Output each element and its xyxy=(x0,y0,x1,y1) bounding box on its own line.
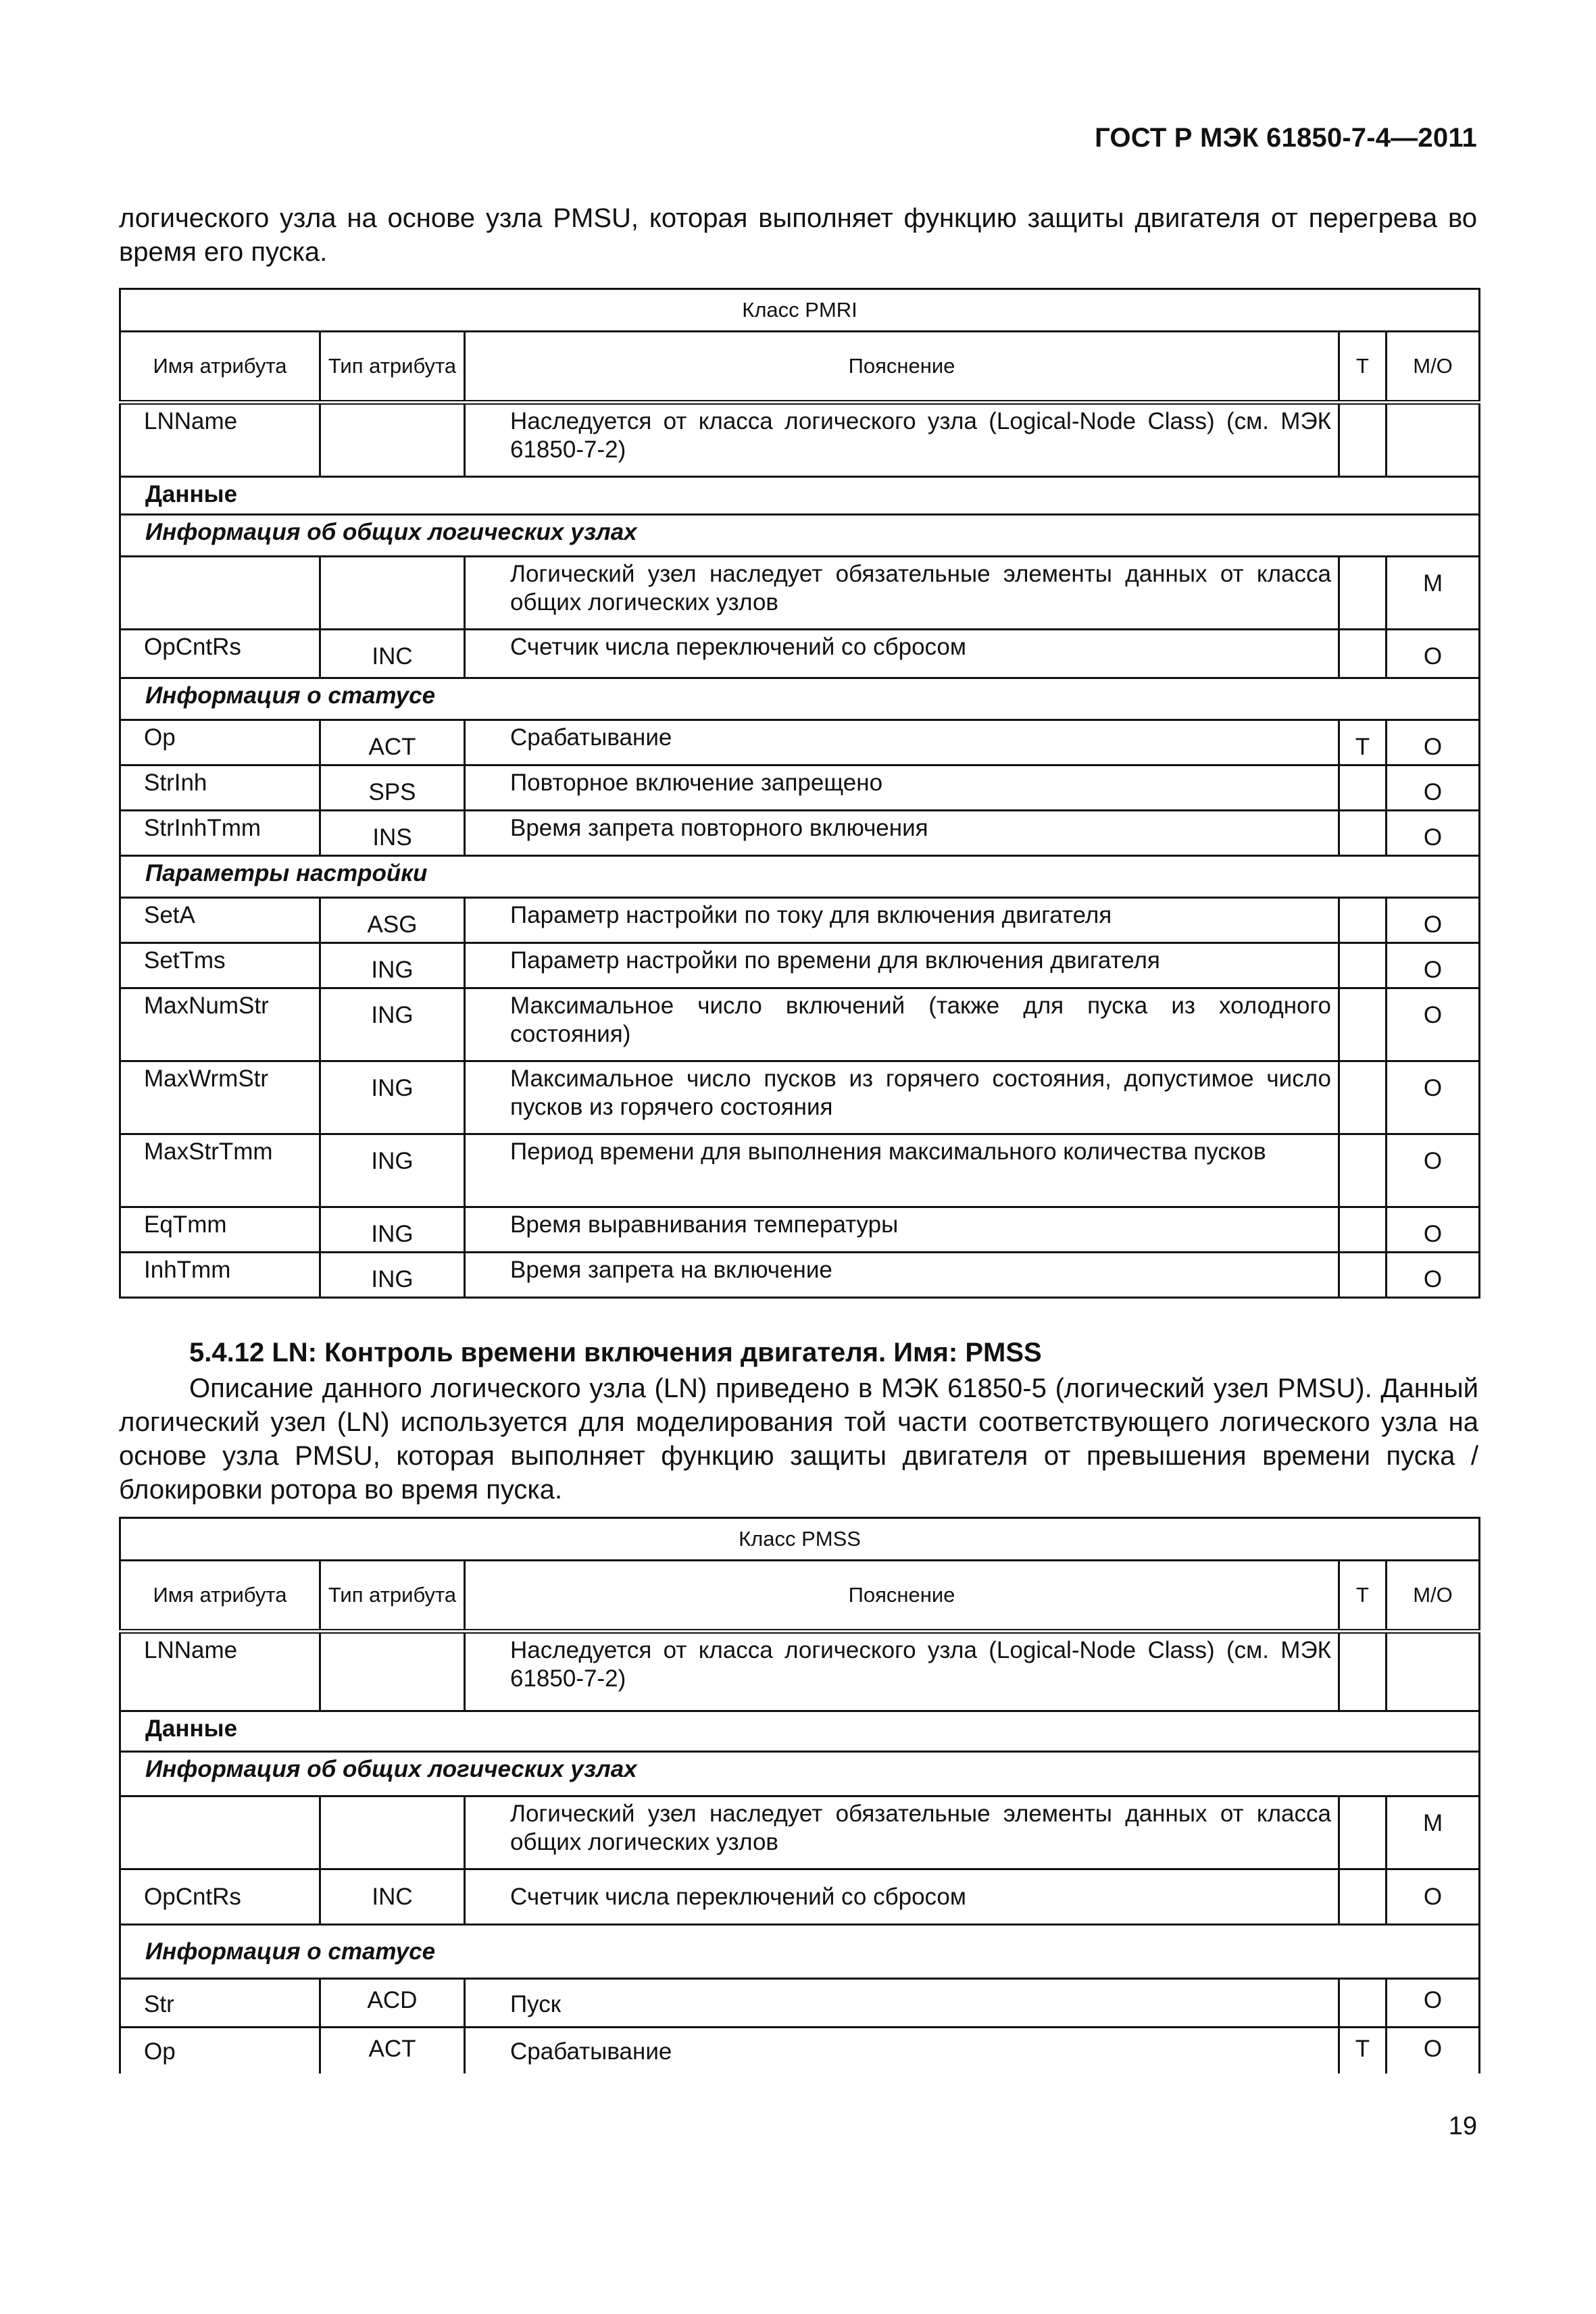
attr-type: ING xyxy=(320,1207,465,1253)
attr-name: OpCntRs xyxy=(120,630,320,678)
table-row xyxy=(120,720,1480,765)
attr-name: SetA xyxy=(120,898,320,943)
attr-mo: O xyxy=(1387,720,1480,765)
attr-t xyxy=(1339,988,1387,1061)
attr-type: ASG xyxy=(320,898,465,943)
table-row xyxy=(120,898,1480,943)
attr-t xyxy=(1339,1796,1387,1869)
col-header-desc: Пояснение xyxy=(465,332,1339,403)
attr-t: T xyxy=(1339,2028,1387,2073)
col-header-t: T xyxy=(1339,332,1387,403)
attr-name: StrInhTmm xyxy=(120,811,320,856)
table-pmri xyxy=(119,288,1480,1299)
table-row xyxy=(120,557,1480,630)
attr-t xyxy=(1339,1253,1387,1298)
attr-t xyxy=(1339,557,1387,630)
attr-mo xyxy=(1387,1632,1480,1711)
table-row xyxy=(120,1134,1480,1207)
group-label: Информация о статусе xyxy=(120,1925,1480,1979)
attr-mo: O xyxy=(1387,1869,1480,1925)
table-row xyxy=(120,1632,1480,1711)
attr-type: ING xyxy=(320,1253,465,1298)
group-label: Информация о статусе xyxy=(120,678,1480,720)
attr-name: OpCntRs xyxy=(120,1869,320,1925)
attr-t xyxy=(1339,1979,1387,2028)
attr-type: INS xyxy=(320,811,465,856)
attr-mo xyxy=(1387,403,1480,477)
attr-t xyxy=(1339,1632,1387,1711)
attr-type: ACT xyxy=(320,720,465,765)
col-header-type: Тип атрибута xyxy=(320,332,465,403)
intro-paragraph: логического узла на основе узла PMSU, которая выполняет функцию защиты двигателя от перегрева во время его пуска. xyxy=(119,203,1477,267)
col-header-type: Тип атрибута xyxy=(320,1561,465,1632)
table-row xyxy=(120,1061,1480,1134)
class-title-row xyxy=(120,1518,1480,1561)
attr-mo: O xyxy=(1387,1207,1480,1253)
attr-desc: Время запрета повторного включения xyxy=(465,811,1339,856)
attr-mo: M xyxy=(1387,557,1480,630)
attr-mo: O xyxy=(1387,943,1480,988)
attr-name: EqTmm xyxy=(120,1207,320,1253)
class-title: Класс PMSS xyxy=(120,1518,1480,1561)
attr-t xyxy=(1339,403,1387,477)
attr-desc: Пуск xyxy=(465,1979,1339,2028)
col-header-name: Имя атрибута xyxy=(120,332,320,403)
attr-t: T xyxy=(1339,720,1387,765)
attr-desc: Время выравнивания температуры xyxy=(465,1207,1339,1253)
group-label: Информация об общих логических узлах xyxy=(120,1752,1480,1796)
attr-desc: Повторное включение запрещено xyxy=(465,765,1339,811)
attr-type: ING xyxy=(320,943,465,988)
attr-desc: Наследуется от класса логического узла (Logical-Node Class) (см. МЭК 61850-7-2) xyxy=(465,403,1339,477)
col-header-mo: M/O xyxy=(1387,1561,1480,1632)
attr-type: INC xyxy=(320,1869,465,1925)
attr-mo: M xyxy=(1387,1796,1480,1869)
table-row xyxy=(120,988,1480,1061)
attr-t xyxy=(1339,1134,1387,1207)
attr-t xyxy=(1339,943,1387,988)
attr-type: SPS xyxy=(320,765,465,811)
attr-type: ING xyxy=(320,1134,465,1207)
col-header-mo: M/O xyxy=(1387,332,1480,403)
class-title: Класс PMRI xyxy=(120,289,1480,332)
section-label: Данные xyxy=(120,1711,1480,1752)
attr-name: StrInh xyxy=(120,765,320,811)
attr-mo: O xyxy=(1387,1979,1480,2028)
attr-name xyxy=(120,557,320,630)
attr-desc: Наследуется от класса логического узла (Logical-Node Class) (см. МЭК 61850-7-2) xyxy=(465,1632,1339,1711)
table-row xyxy=(120,1979,1480,2028)
attr-desc: Время запрета на включение xyxy=(465,1253,1339,1298)
table-row xyxy=(120,765,1480,811)
group-row xyxy=(120,515,1480,557)
document-header: ГОСТ Р МЭК 61850-7-4—2011 xyxy=(1095,123,1477,153)
table-row xyxy=(120,1869,1480,1925)
attr-t xyxy=(1339,1869,1387,1925)
attr-type: ING xyxy=(320,988,465,1061)
attr-type: ACT xyxy=(320,2028,465,2073)
attr-mo: O xyxy=(1387,2028,1480,2073)
attr-t xyxy=(1339,898,1387,943)
column-header-row xyxy=(120,332,1480,403)
group-label: Параметры настройки xyxy=(120,856,1480,898)
attr-name xyxy=(120,1796,320,1869)
table-row xyxy=(120,403,1480,477)
attr-mo: O xyxy=(1387,1061,1480,1134)
attr-name: MaxNumStr xyxy=(120,988,320,1061)
attr-mo: O xyxy=(1387,765,1480,811)
attr-mo: O xyxy=(1387,988,1480,1061)
table-row xyxy=(120,630,1480,678)
attr-mo: O xyxy=(1387,1253,1480,1298)
table-row xyxy=(120,1207,1480,1253)
attr-name: Op xyxy=(120,720,320,765)
table-row xyxy=(120,811,1480,856)
attr-desc: Логический узел наследует обязательные элементы данных от класса общих логических узлов xyxy=(465,557,1339,630)
section-paragraph: Описание данного логического узла (LN) приведено в МЭК 61850-5 (логический узел PMSU). Данный логический узел (LN) используется для моделирования той части соответствующего логического узла на основе узла PMSU, которая выполняет функцию защиты двигателя от превышения времени пуска / блокировки ротора во время пуска. xyxy=(119,1374,1478,1505)
col-header-desc: Пояснение xyxy=(465,1561,1339,1632)
attr-mo: O xyxy=(1387,811,1480,856)
attr-type: ING xyxy=(320,1061,465,1134)
page-number: 19 xyxy=(1448,2112,1477,2140)
table-row xyxy=(120,1796,1480,1869)
class-title-row xyxy=(120,289,1480,332)
section-row xyxy=(120,1711,1480,1752)
table-row xyxy=(120,943,1480,988)
attr-t xyxy=(1339,765,1387,811)
attr-name: LNName xyxy=(120,403,320,477)
attr-t xyxy=(1339,1061,1387,1134)
attr-desc: Параметр настройки по току для включения двигателя xyxy=(465,898,1339,943)
group-row xyxy=(120,1752,1480,1796)
table-row xyxy=(120,2028,1480,2073)
attr-mo: O xyxy=(1387,1134,1480,1207)
attr-t xyxy=(1339,630,1387,678)
attr-t xyxy=(1339,811,1387,856)
column-header-row xyxy=(120,1561,1480,1632)
attr-type: INC xyxy=(320,630,465,678)
attr-desc: Параметр настройки по времени для включения двигателя xyxy=(465,943,1339,988)
attr-desc: Максимальное число включений (также для пуска из холодного состояния) xyxy=(465,988,1339,1061)
attr-desc: Срабатывание xyxy=(465,2028,1339,2073)
attr-desc: Счетчик числа переключений со сбросом xyxy=(465,630,1339,678)
attr-type xyxy=(320,557,465,630)
attr-name: Op xyxy=(120,2028,320,2073)
col-header-name: Имя атрибута xyxy=(120,1561,320,1632)
attr-name: MaxWrmStr xyxy=(120,1061,320,1134)
attr-type xyxy=(320,403,465,477)
attr-type: ACD xyxy=(320,1979,465,2028)
attr-name: InhTmm xyxy=(120,1253,320,1298)
col-header-t: T xyxy=(1339,1561,1387,1632)
group-row xyxy=(120,1925,1480,1979)
section-row xyxy=(120,477,1480,515)
table-pmss xyxy=(119,1517,1480,2073)
group-label: Информация об общих логических узлах xyxy=(120,515,1480,557)
section-title: 5.4.12 LN: Контроль времени включения двигателя. Имя: PMSS xyxy=(189,1338,1042,1367)
group-row xyxy=(120,678,1480,720)
table-row xyxy=(120,1253,1480,1298)
attr-mo: O xyxy=(1387,630,1480,678)
group-row xyxy=(120,856,1480,898)
attr-desc: Период времени для выполнения максимального количества пусков xyxy=(465,1134,1339,1207)
attr-desc: Логический узел наследует обязательные элементы данных от класса общих логических узлов xyxy=(465,1796,1339,1869)
attr-name: Str xyxy=(120,1979,320,2028)
attr-type xyxy=(320,1632,465,1711)
attr-name: LNName xyxy=(120,1632,320,1711)
attr-desc: Счетчик числа переключений со сбросом xyxy=(465,1869,1339,1925)
attr-desc: Максимальное число пусков из горячего состояния, допустимое число пусков из горячего состояния xyxy=(465,1061,1339,1134)
attr-name: MaxStrTmm xyxy=(120,1134,320,1207)
attr-t xyxy=(1339,1207,1387,1253)
attr-type xyxy=(320,1796,465,1869)
section-label: Данные xyxy=(120,477,1480,515)
attr-desc: Срабатывание xyxy=(465,720,1339,765)
attr-mo: O xyxy=(1387,898,1480,943)
attr-name: SetTms xyxy=(120,943,320,988)
